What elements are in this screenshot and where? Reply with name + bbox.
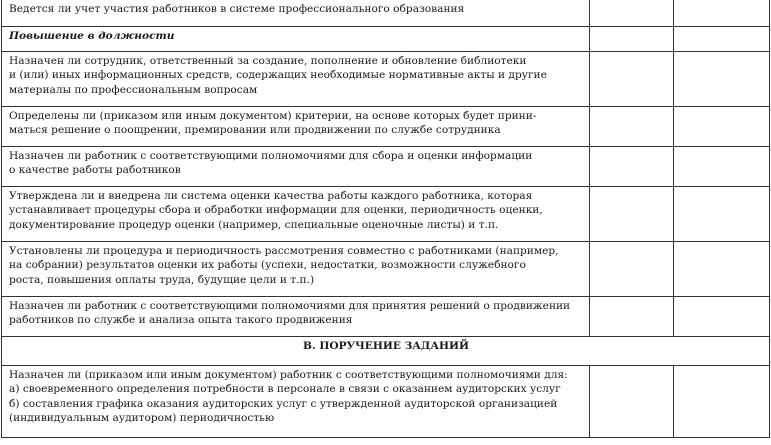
- question-text-line: материалы по профессиональным вопросам: [9, 83, 258, 96]
- question-text-line: о качестве работы работников: [9, 164, 181, 177]
- question-text-line: Ведется ли учет участия работников в системе профессионального образования: [9, 3, 465, 15]
- question-text-line: и (или) иных информационных средств, содержащих необходимые нормативные акты и другие: [9, 69, 547, 82]
- answer-cell-2[interactable]: [674, 186, 770, 241]
- section-row: [2, 336, 770, 365]
- subheading-text: Повышение в должности: [9, 29, 175, 42]
- question-text-line: Установлены ли процедура и периодичность рассмотрения совместно с работниками (например,: [9, 244, 559, 257]
- answer-cell-2[interactable]: [674, 146, 770, 186]
- question-text-line: на собрании) результатов оценки их работы (успехи, недостатки, возможности служебного: [9, 259, 526, 272]
- answer-cell-2[interactable]: [674, 51, 770, 106]
- subheading-row: [2, 26, 770, 51]
- question-text-line: б) составления графика оказания аудиторских услуг с утвержденной аудиторской организацией: [9, 397, 558, 410]
- question-row: [2, 241, 770, 296]
- answer-cell-1[interactable]: [590, 26, 674, 51]
- question-cell: [2, 0, 590, 26]
- question-cell: [2, 186, 590, 241]
- answer-cell-1[interactable]: [590, 365, 674, 437]
- question-cell: [2, 106, 590, 146]
- answer-cell-1[interactable]: [590, 146, 674, 186]
- question-text-line: Утверждена ли и внедрена ли система оценки качества работы каждого работника, которая: [9, 189, 533, 202]
- question-text-line: работников по службе и анализа опыта такого продвижения: [9, 314, 353, 327]
- question-row: [2, 296, 770, 336]
- question-cell: [2, 296, 590, 336]
- question-cell: [2, 241, 590, 296]
- question-text-line: Определены ли (приказом или иным документом) критерии, на основе которых будет прини-: [9, 109, 537, 122]
- question-text-line: документирование процедур оценки (например, специальные оценочные листы) и т.п.: [9, 218, 499, 231]
- answer-cell-2[interactable]: [674, 296, 770, 336]
- answer-cell-1[interactable]: [590, 186, 674, 241]
- question-text-line: роста, повышения оплаты труда, будущие цели и т.п.): [9, 273, 315, 286]
- section-heading: [2, 336, 770, 365]
- checklist-table: [1, 0, 770, 438]
- question-text-line: Назначен ли сотрудник, ответственный за создание, пополнение и обновление библиотеки: [9, 54, 527, 67]
- answer-cell-2[interactable]: [674, 106, 770, 146]
- answer-cell-2[interactable]: [674, 241, 770, 296]
- answer-cell-1[interactable]: [590, 106, 674, 146]
- question-cell: [2, 146, 590, 186]
- question-text-line: (индивидуальным аудитором) периодичностью: [9, 412, 275, 425]
- question-row: [2, 51, 770, 106]
- answer-cell-2[interactable]: [674, 365, 770, 437]
- answer-cell-1[interactable]: [590, 0, 674, 26]
- question-cell: [2, 365, 590, 437]
- answer-cell-2[interactable]: [674, 0, 770, 26]
- answer-cell-1[interactable]: [590, 51, 674, 106]
- question-text-line: Назначен ли работник с соответствующими полномочиями для сбора и оценки информации: [9, 149, 533, 162]
- checklist-body: [2, 0, 770, 437]
- question-text-line: Назначен ли (приказом или иным документом) работник с соответствующими полномочиями для:: [9, 368, 568, 381]
- question-text-line: а) своевременного определения потребности в персонале в связи с оказанием аудиторских услуг: [9, 383, 561, 396]
- answer-cell-2[interactable]: [674, 26, 770, 51]
- answer-cell-1[interactable]: [590, 296, 674, 336]
- question-row: [2, 186, 770, 241]
- question-text-line: Назначен ли работник с соответствующими полномочиями для принятия решений о продвижении: [9, 299, 571, 312]
- question-text-line: маться решение о поощрении, премировании или продвижении по службе сотрудника: [9, 124, 501, 137]
- section-heading-text: В. ПОРУЧЕНИЕ ЗАДАНИЙ: [303, 339, 469, 352]
- question-row: [2, 146, 770, 186]
- question-text-line: устанавливает процедуры сбора и обработки информации для оценки, периодичность оценки,: [9, 204, 543, 217]
- question-row: [2, 0, 770, 26]
- subheading-cell: [2, 26, 590, 51]
- answer-cell-1[interactable]: [590, 241, 674, 296]
- question-row: [2, 106, 770, 146]
- question-row: [2, 365, 770, 437]
- question-cell: [2, 51, 590, 106]
